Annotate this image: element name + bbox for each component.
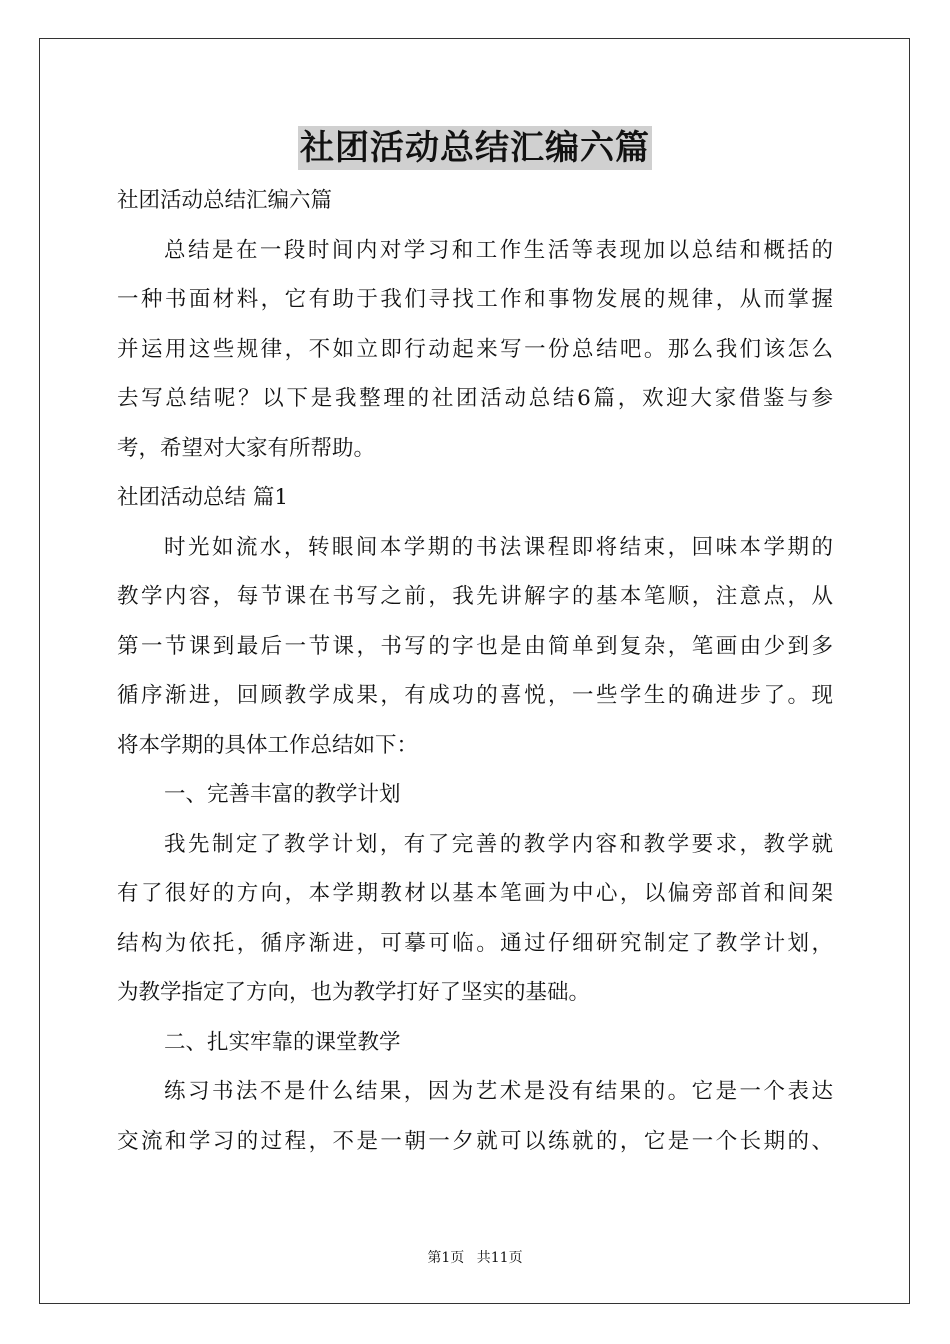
body-line: 结构为依托，循序渐进，可摹可临。通过仔细研究制定了教学计划， — [117, 930, 833, 956]
body-line: 教学内容，每节课在书写之前，我先讲解字的基本笔顺，注意点，从 — [117, 584, 833, 609]
body-line: 交流和学习的过程，不是一朝一夕就可以练就的，它是一个长期的、 — [117, 1128, 833, 1154]
body-line: 并运用这些规律，不如立即行动起来写一份总结吧。那么我们该怎么 — [117, 336, 833, 362]
document-body — [117, 176, 833, 1166]
body-line: 社团活动总结汇编六篇 — [117, 188, 333, 213]
page-total: 共11页 — [476, 1250, 523, 1266]
body-line: 时光如流水，转眼间本学期的书法课程即将结束，回味本学期的 — [164, 534, 833, 560]
body-line: 去写总结呢？以下是我整理的社团活动总结6篇，欢迎大家借鉴与参 — [117, 386, 833, 411]
body-line: 将本学期的具体工作总结如下： — [117, 732, 419, 758]
body-line: 为教学指定了方向，也为教学打好了坚实的基础。 — [117, 980, 591, 1005]
document-title: 社团活动总结汇编六篇 — [300, 128, 650, 168]
body-line: 社团活动总结 篇1 — [117, 485, 289, 510]
body-line: 一、完善丰富的教学计划 — [164, 782, 401, 807]
body-line: 考，希望对大家有所帮助。 — [117, 435, 376, 461]
body-line: 一种书面材料，它有助于我们寻找工作和事物发展的规律，从而掌握 — [117, 287, 833, 312]
page-footer — [0, 1247, 950, 1267]
body-line: 二、扎实牢靠的课堂教学 — [164, 1029, 401, 1055]
page-number: 第1页 — [427, 1250, 465, 1266]
body-line: 总结是在一段时间内对学习和工作生活等表现加以总结和概括的 — [164, 237, 833, 263]
body-line: 第一节课到最后一节课，书写的字也是由简单到复杂，笔画由少到多 — [117, 633, 833, 659]
title-container — [0, 126, 950, 170]
body-line: 有了很好的方向，本学期教材以基本笔画为中心，以偏旁部首和间架 — [117, 881, 833, 906]
body-line: 循序渐进，回顾教学成果，有成功的喜悦，一些学生的确进步了。现 — [117, 683, 833, 708]
body-line: 我先制定了教学计划，有了完善的教学内容和教学要求，教学就 — [164, 831, 833, 857]
body-line: 练习书法不是什么结果，因为艺术是没有结果的。它是一个表达 — [164, 1079, 833, 1104]
